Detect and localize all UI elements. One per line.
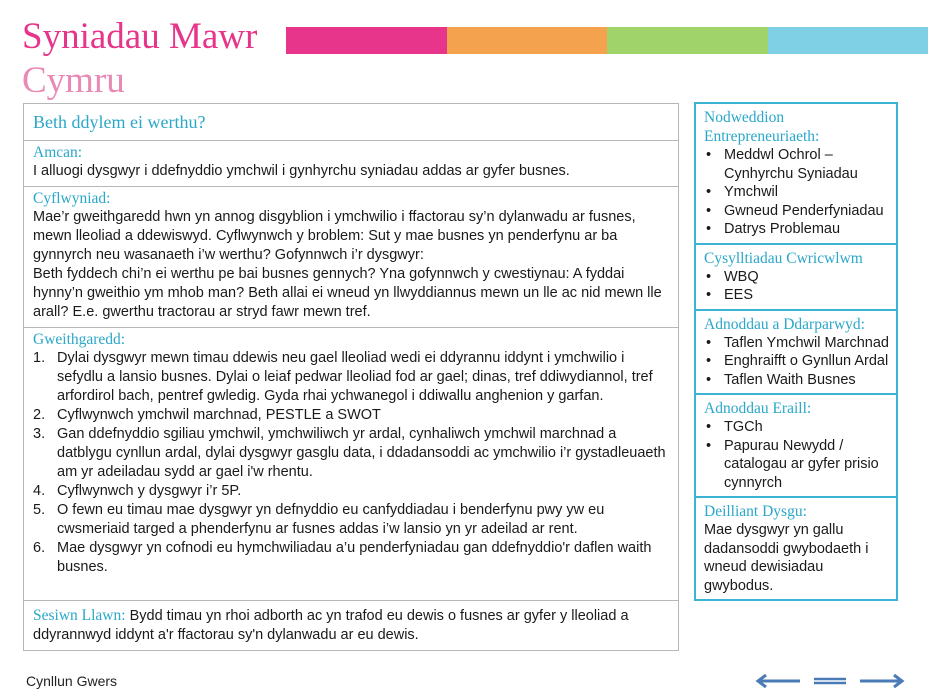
activity-text: O fewn eu timau mae dysgwyr yn defnyddio eu canfyddiadau i benderfynu pwy yw eu cwsmeriaid targed a phenderfynu ar fusnes addas i’w lansio yn yr adeilad ar rent. bbox=[57, 502, 605, 537]
activity-num: 4. bbox=[33, 483, 46, 499]
amcan-heading: Amcan: bbox=[33, 144, 83, 161]
sesiwn-heading: Sesiwn Llawn: bbox=[33, 607, 126, 624]
list-item-text: • Gwneud Penderfyniadau bbox=[724, 202, 884, 219]
list-item bbox=[704, 146, 890, 183]
activity-item bbox=[33, 482, 670, 501]
color-bars bbox=[286, 27, 928, 54]
list-item-text: • Taflen Waith Busnes bbox=[724, 371, 856, 388]
list-item-text: • Taflen Ymchwil Marchnad bbox=[724, 334, 889, 351]
cyflwyniad-text-2: Beth fyddech chi’n ei werthu pe bai busnes gennych? Yna gofynnwch y cwestiynau: A fyddai hynny’n gweithio ym mhob man? Beth allai ei wneud yn llwyddiannus mewn un lle ac nid mewn lle arall? E.e. gwerthu tractorau ar stryd fawr mewn tref. bbox=[33, 266, 662, 320]
nodweddion-list bbox=[704, 146, 890, 239]
activity-list bbox=[33, 349, 670, 577]
sesiwn-paragraph bbox=[33, 607, 670, 645]
activity-text: Dylai dysgwyr mewn timau ddewis neu gael lleoliad wedi ei ddyrannu iddynt i ymchwilio i sefydlu a lansio busnes. Dylai o leiaf pedwar lleoliad fod ar gael; dinas, tref ddiwydiannol, tref arfordirol bach, pentref gwledig. Gyda rhai ychwanegol i ddiwallu anghenion y garfan. bbox=[57, 350, 653, 404]
activity-text: Mae dysgwyr yn cofnodi eu hymchwiliadau a’u penderfyniadau gan ddefnyddio'r daflen waith busnes. bbox=[57, 540, 652, 575]
menu-icon[interactable] bbox=[812, 672, 848, 690]
adnoddau-heading: Adnoddau a Ddarparwyd: bbox=[704, 315, 865, 333]
activity-item bbox=[33, 406, 670, 425]
activity-num: 5. bbox=[33, 502, 46, 518]
activity-text: Cyflwynwch y dysgwyr i’r 5P. bbox=[57, 483, 242, 499]
list-item-text: • WBQ bbox=[724, 268, 759, 285]
cyflwyniad-text-1: Mae’r gweithgaredd hwn yn annog disgyblion i ymchwilio i ffactorau sy’n dylanwadu ar fusnes, mewn lleoliad a ddewiswyd. Cyflwynwch y broblem: Sut y mae busnes yn penderfynu ar ba gynnyrch neu wasanaeth i’w werthu? Gofynnwch i’r dysgwyr: bbox=[33, 209, 636, 263]
bar-green bbox=[607, 27, 768, 54]
list-item-text: • TGCh bbox=[724, 419, 763, 435]
list-item bbox=[704, 286, 890, 305]
list-item-text: • EES bbox=[724, 287, 754, 303]
lesson-plan-main bbox=[23, 103, 679, 651]
sidebar-cysylltiadau bbox=[696, 245, 896, 311]
list-item bbox=[704, 437, 890, 493]
activity-item bbox=[33, 425, 670, 482]
cyflwyniad-heading: Cyflwyniad: bbox=[33, 190, 111, 207]
list-item-text: • Ymchwil bbox=[724, 184, 778, 200]
list-item bbox=[704, 268, 890, 287]
amcan-text: I alluogi dysgwyr i ddefnyddio ymchwil i gynhyrchu syniadau addas ar gyfer busnes. bbox=[33, 163, 570, 179]
activity-num: 1. bbox=[33, 350, 46, 366]
activity-item bbox=[33, 349, 670, 406]
list-item bbox=[704, 371, 890, 390]
brand-title: Syniadau Mawr bbox=[22, 16, 258, 57]
sidebar-nodweddion bbox=[696, 104, 896, 245]
activity-text: Cyflwynwch ymchwil marchnad, PESTLE a SWOT bbox=[57, 407, 381, 423]
bar-blue bbox=[768, 27, 928, 54]
gweithgaredd-heading: Gweithgaredd: bbox=[33, 331, 126, 348]
nodweddion-heading: Nodweddion Entrepreneuriaeth: bbox=[704, 109, 820, 145]
footer-label: Cynllun Gwers bbox=[26, 673, 118, 689]
activity-num: 3. bbox=[33, 426, 46, 442]
activity-item bbox=[33, 501, 670, 539]
list-item bbox=[704, 334, 890, 353]
section-gweithgaredd bbox=[24, 328, 678, 601]
activity-text: Gan ddefnyddio sgiliau ymchwil, ymchwiliwch yr ardal, cynhaliwch ymchwil marchnad a datblygu cynllun ardal, dylai dysgwyr gasglu data, i ddadansoddi ac ymchwilio i’r gystadleuaeth am yr adeiladau sydd ar gael i'w rhentu. bbox=[57, 426, 666, 480]
section-sesiwn-llawn bbox=[24, 601, 678, 650]
arrow-left-icon[interactable] bbox=[754, 672, 802, 690]
section-cyflwyniad bbox=[24, 187, 678, 328]
cysylltiadau-list bbox=[704, 268, 890, 305]
arrow-right-icon[interactable] bbox=[858, 672, 906, 690]
activity-num: 2. bbox=[33, 407, 46, 423]
list-item bbox=[704, 220, 890, 239]
eraill-list bbox=[704, 418, 890, 492]
sesiwn-text: Bydd timau yn rhoi adborth ac yn trafod eu dewis o fusnes ar gyfer y lleoliad a ddyrannwyd iddynt a'r ffactorau sy'n dylanwadu ar eu dewis. bbox=[33, 608, 629, 643]
lesson-title: Beth ddylem ei werthu? bbox=[24, 104, 678, 141]
bar-orange bbox=[447, 27, 608, 54]
eraill-heading: Adnoddau Eraill: bbox=[704, 400, 812, 417]
bar-pink bbox=[286, 27, 447, 54]
deilliant-text: Mae dysgwyr yn gallu dadansoddi gwybodaeth i wneud dewisiadau gwybodus. bbox=[704, 522, 869, 594]
deilliant-heading: Deilliant Dysgu: bbox=[704, 503, 807, 520]
list-item-text: • Enghraifft o Gynllun Ardal bbox=[724, 353, 889, 369]
activity-item bbox=[33, 539, 670, 577]
cysylltiadau-heading: Cysylltiadau Cwricwlwm bbox=[704, 249, 863, 267]
list-item-text: • Datrys Problemau bbox=[724, 221, 841, 237]
sidebar-adnoddau bbox=[696, 311, 896, 396]
sidebar-deilliant bbox=[696, 498, 896, 599]
section-amcan bbox=[24, 141, 678, 187]
list-item bbox=[704, 183, 890, 202]
sidebar bbox=[694, 102, 898, 601]
list-item bbox=[704, 202, 890, 221]
list-item-text: • Papurau Newydd / catalogau ar gyfer prisio cynnyrch bbox=[724, 437, 879, 491]
list-item-text: • Meddwl Ochrol – Cynhyrchu Syniadau bbox=[724, 147, 858, 182]
activity-num: 6. bbox=[33, 540, 46, 556]
sidebar-eraill bbox=[696, 395, 896, 498]
list-item bbox=[704, 352, 890, 371]
adnoddau-list bbox=[704, 334, 890, 390]
list-item bbox=[704, 418, 890, 437]
brand-subtitle: Cymru bbox=[22, 60, 125, 101]
